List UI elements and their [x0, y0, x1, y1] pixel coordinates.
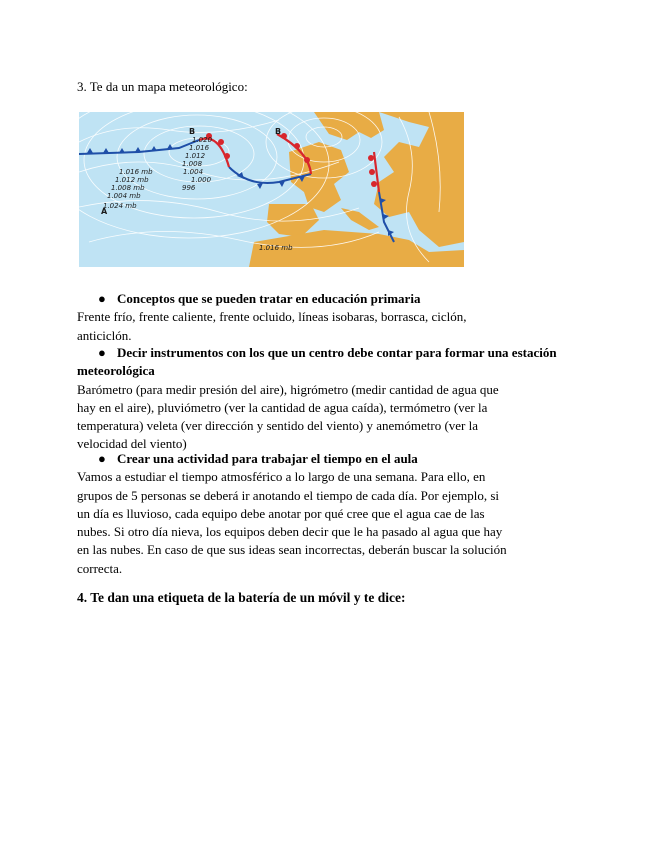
svg-text:1.012 mb: 1.012 mb	[115, 176, 149, 184]
paragraph-line: hay en el aire), pluviómetro (ver la cantidad de agua caída), termómetro (ver la	[77, 399, 488, 415]
paragraph-line: un día es lluvioso, cada equipo debe anotar por qué cree que el agua cae de las	[77, 505, 485, 521]
svg-text:1.016 mb: 1.016 mb	[259, 244, 293, 252]
bullet-icon: ●	[98, 291, 106, 306]
paragraph-line: Frente frío, frente caliente, frente ocluido, líneas isobaras, borrasca, ciclón,	[77, 309, 467, 325]
paragraph-line: Barómetro (para medir presión del aire), higrómetro (medir cantidad de agua que	[77, 381, 499, 397]
svg-text:1.008 mb: 1.008 mb	[111, 184, 145, 192]
weather-map-image	[79, 112, 464, 267]
svg-text:1.020: 1.020	[192, 136, 213, 144]
section-concepts	[77, 290, 466, 345]
svg-text:996: 996	[182, 184, 196, 192]
question-3-heading: 3. Te da un mapa meteorológico:	[77, 79, 248, 94]
bullet-heading: ● Crear una actividad para trabajar el tiempo en el aula	[77, 450, 507, 468]
svg-text:1.024 mb: 1.024 mb	[103, 202, 137, 210]
paragraph-line: velocidad del viento)	[77, 436, 187, 452]
paragraph-line: en las nubes. En caso de que sus ideas sean incorrectas, deberán buscar la solución	[77, 542, 507, 558]
svg-text:1.012: 1.012	[185, 152, 206, 160]
paragraph-line: correcta.	[77, 560, 123, 576]
paragraph-line: Vamos a estudiar el tiempo atmosférico a lo largo de una semana. Para ello, en	[77, 469, 486, 485]
svg-text:B: B	[189, 127, 196, 136]
paragraph-line: temperatura) veleta (ver dirección y sentido del viento) y anemómetro (ver la	[77, 418, 479, 434]
bullet-heading-continued: meteorológica	[77, 363, 155, 379]
bullet-icon: ●	[98, 451, 106, 466]
paragraph-line: anticiclón.	[77, 327, 132, 343]
svg-text:1.016 mb: 1.016 mb	[119, 168, 153, 176]
svg-text:1.000: 1.000	[191, 176, 212, 184]
bullet-heading: ● Decir instrumentos con los que un centro debe contar para formar una estación	[77, 344, 557, 362]
svg-text:1.016: 1.016	[189, 144, 210, 152]
bullet-heading: ● Conceptos que se pueden tratar en educación primaria	[77, 290, 466, 308]
svg-text:B: B	[275, 127, 282, 136]
paragraph-line: nubes. Si otro día nieva, los equipos deben decir que le ha pasado al agua que hay	[77, 524, 503, 540]
section-activity	[77, 450, 507, 578]
svg-text:1.004: 1.004	[183, 168, 204, 176]
bullet-icon: ●	[98, 345, 106, 360]
paragraph-line: grupos de 5 personas se deberá ir anotando el tiempo de cada día. Por ejemplo, si	[77, 487, 500, 503]
section-instruments	[77, 344, 557, 454]
svg-text:1.008: 1.008	[182, 160, 203, 168]
svg-text:A: A	[101, 207, 108, 216]
question-4-heading: 4. Te dan una etiqueta de la batería de un móvil y te dice:	[77, 590, 406, 605]
svg-text:1.004 mb: 1.004 mb	[107, 192, 141, 200]
